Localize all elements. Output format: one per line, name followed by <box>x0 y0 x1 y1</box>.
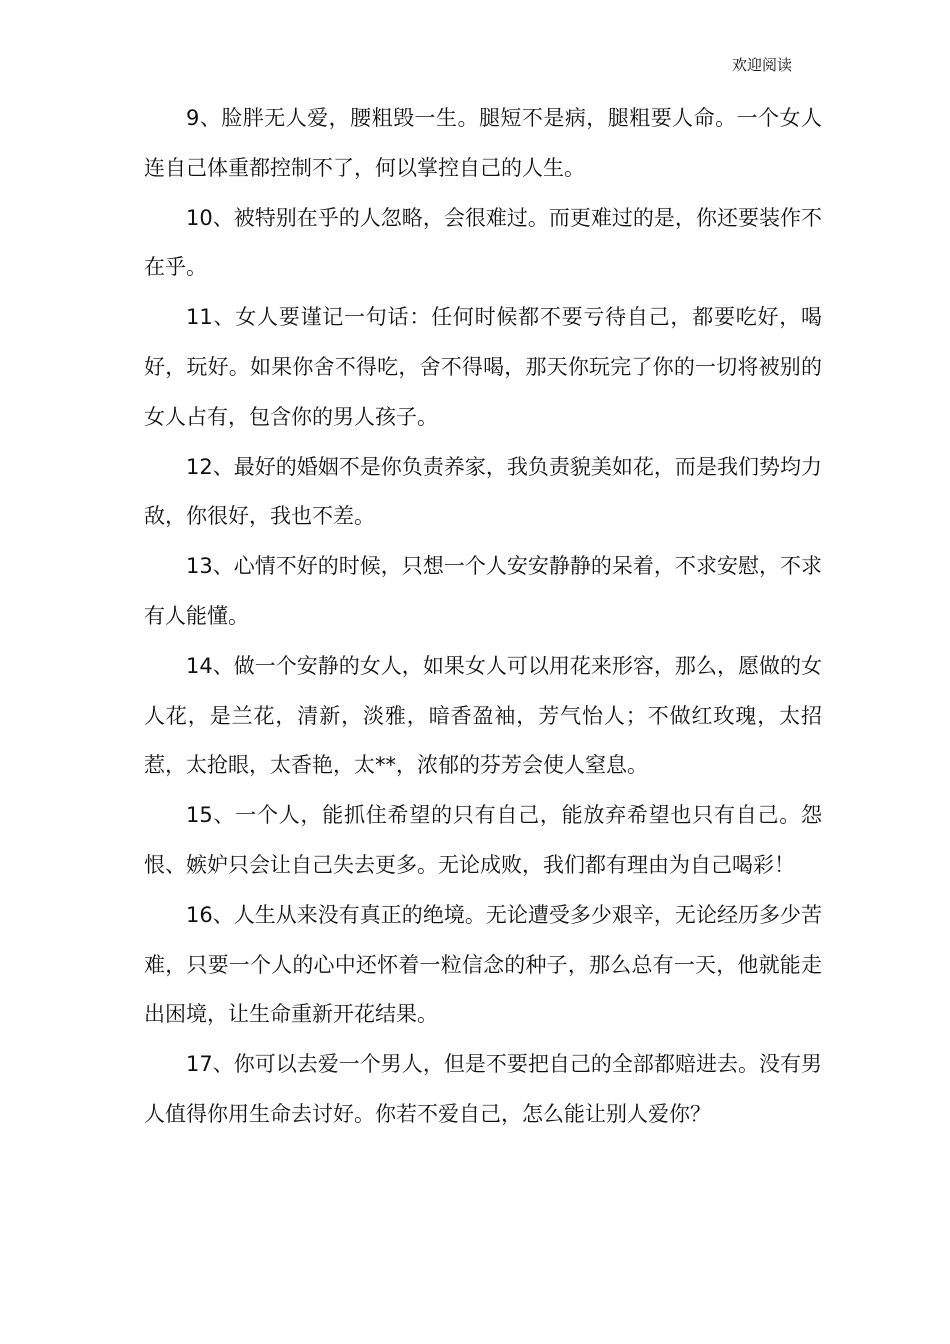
document-body <box>144 94 822 1140</box>
paragraph-13: 13、心情不好的时候，只想一个人安安静静的呆着，不求安慰，不求有人能懂。 <box>144 554 822 628</box>
page-header: 欢迎阅读 <box>732 56 793 74</box>
paragraph-15: 15、一个人，能抓住希望的只有自己，能放弃希望也只有自己。怨恨、嫉妒只会让自己失去更多。无论成败，我们都有理由为自己喝彩！ <box>144 803 822 877</box>
paragraph-14: 14、做一个安静的女人，如果女人可以用花来形容，那么，愿做的女人花，是兰花，清新，淡雅，暗香盈袖，芳气怡人；不做红玫瑰，太招惹，太抢眼，太香艳，太**，浓郁的芬芳会使人窒息。 <box>144 653 822 778</box>
paragraph-11: 11、女人要谨记一句话：任何时候都不要亏待自己，都要吃好，喝好，玩好。如果你舍不得吃，舍不得喝，那天你玩完了你的一切将被别的女人占有，包含你的男人孩子。 <box>144 305 822 429</box>
paragraph-16: 16、人生从来没有真正的绝境。无论遭受多少艰辛，无论经历多少苦难，只要一个人的心中还怀着一粒信念的种子，那么总有一天，他就能走出困境，让生命重新开花结果。 <box>144 902 822 1027</box>
paragraph-10: 10、被特别在乎的人忽略，会很难过。而更难过的是，你还要装作不在乎。 <box>144 205 822 280</box>
paragraph-9: 9、脸胖无人爱，腰粗毁一生。腿短不是病，腿粗要人命。一个女人连自己体重都控制不了，何以掌控自己的人生。 <box>144 106 822 180</box>
paragraph-17: 17、你可以去爱一个男人，但是不要把自己的全部都赔进去。没有男人值得你用生命去讨好。你若不爱自己，怎么能让别人爱你？ <box>144 1052 822 1126</box>
paragraph-12: 12、最好的婚姻不是你负责养家，我负责貌美如花，而是我们势均力敌，你很好，我也不差。 <box>144 454 822 529</box>
